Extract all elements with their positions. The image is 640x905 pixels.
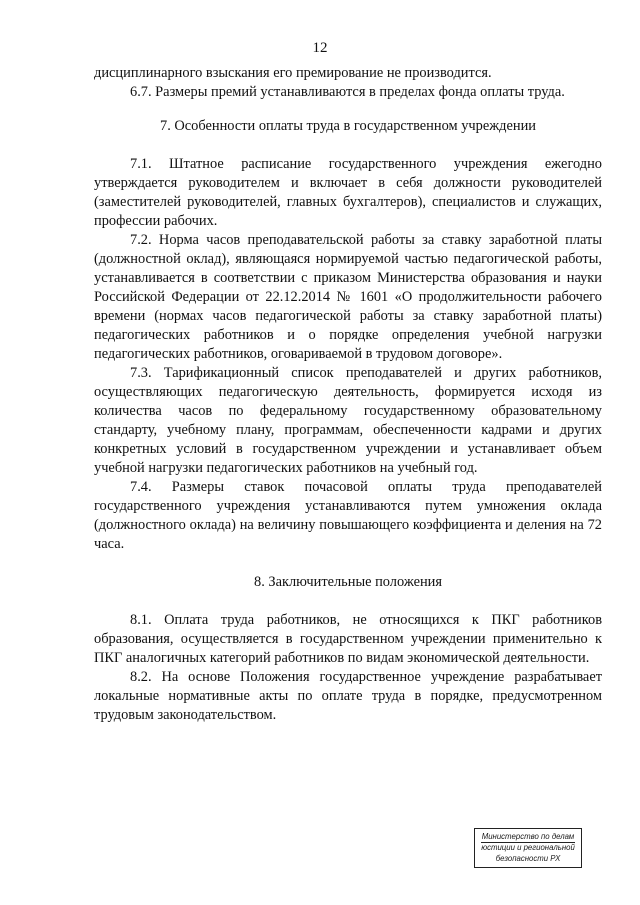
paragraph-6-7: 6.7. Размеры премий устанавливаются в пределах фонда оплаты труда.	[130, 84, 565, 100]
page-number: 12	[312, 40, 328, 56]
paragraph-8-1: 8.1. Оплата труда работников, не относящихся к ПКГ работников образования, осуществляется в государственном учреждении применительно к ПКГ аналогичных категорий работников по видам экономической деятельности.	[94, 612, 602, 666]
stamp-line-3: безопасности РХ	[495, 853, 561, 863]
stamp-line-2: юстиции и региональной	[481, 843, 575, 853]
paragraph-7-1: 7.1. Штатное расписание государственного учреждения ежегодно утверждается руководителем и включает в себя должности руководителей (заместителей руководителей, главных бухгалтеров), специалистов и служащих, профессии рабочих.	[94, 156, 602, 229]
paragraph-8-2: 8.2. На основе Положения государственное учреждение разрабатывает локальные нормативные акты по оплате труда в порядке, предусмотренном трудовым законодательством.	[94, 669, 602, 723]
paragraph-7-2: 7.2. Норма часов преподавательской работы за ставку заработной платы (должностной оклад), являющаяся нормируемой частью педагогической работы, устанавливается в соответствии с приказом Министерства образования и науки Российской Федерации от 22.12.2014 № 1601 «О продолжительности рабочего времени (нормах часов педагогической работы за ставку заработной платы) педагогических работников и о порядке определения учебной нагрузки педагогических работников, оговариваемой в трудовом договоре».	[94, 232, 602, 362]
document-body	[94, 64, 602, 725]
paragraph-continuation: дисциплинарного взыскания его премирование не производится.	[94, 65, 492, 81]
section-8-heading: 8. Заключительные положения	[254, 574, 442, 590]
ministry-stamp	[474, 828, 582, 868]
paragraph-7-4: 7.4. Размеры ставок почасовой оплаты труда преподавателей государственного учреждения устанавливаются путем умножения оклада (должностного оклада) на величину повышающего коэффициента и деления на 72 часа.	[94, 479, 602, 552]
section-7-heading: 7. Особенности оплаты труда в государственном учреждении	[160, 118, 536, 134]
paragraph-7-3: 7.3. Тарификационный список преподавателей и других работников, осуществляющих педагогическую деятельность, формируется исходя из количества часов по федеральному государственному образовательному стандарту, учебному плану, программам, обеспеченности кадрами и других конкретных условий в государственном учреждении и устанавливает объем учебной нагрузки педагогических работников на учебный год.	[94, 365, 602, 476]
stamp-line-1: Министерство по делам	[481, 831, 575, 841]
